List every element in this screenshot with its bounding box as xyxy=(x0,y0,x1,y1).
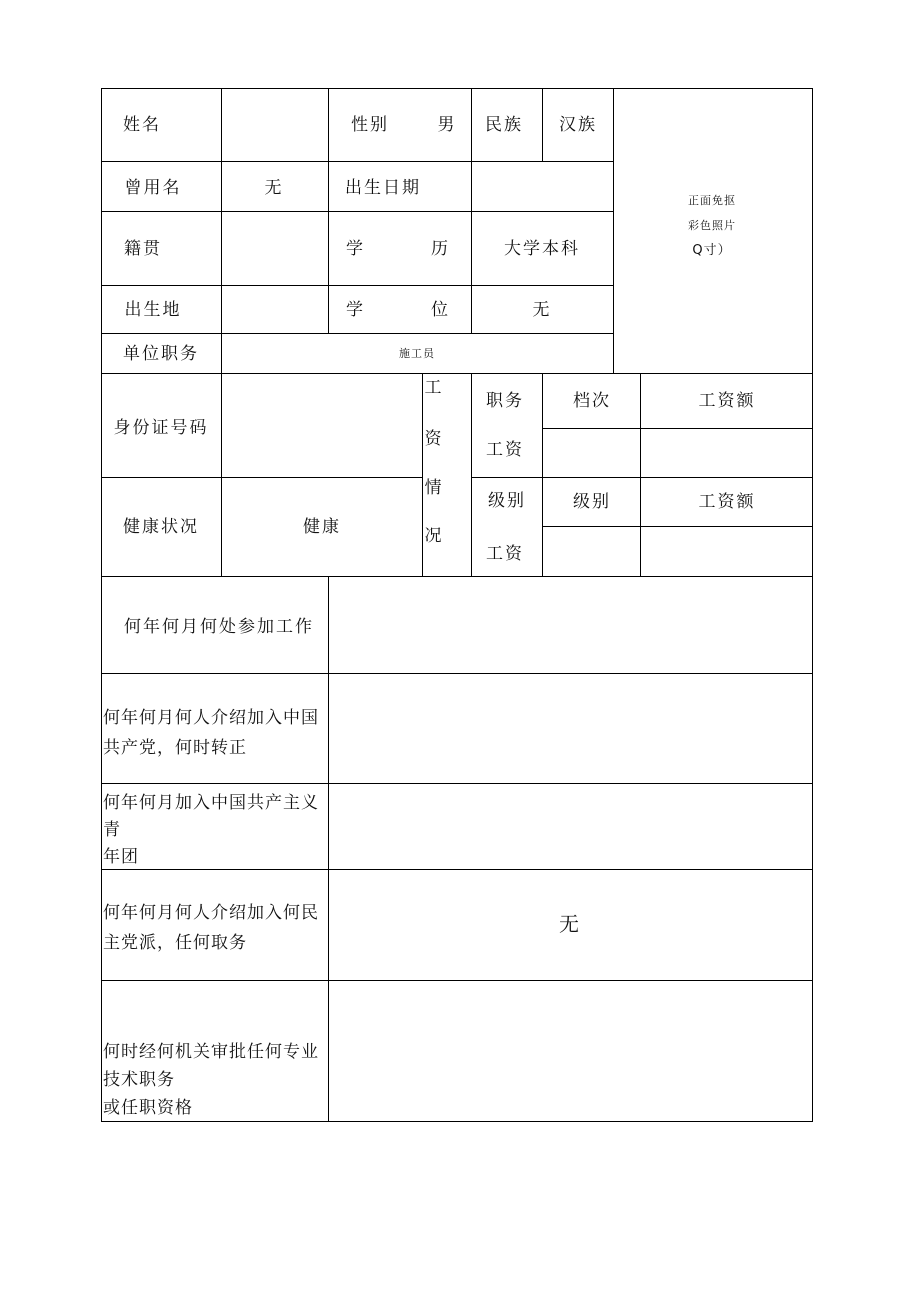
former-name-field[interactable]: 无 xyxy=(264,178,284,198)
history-field-work-start[interactable] xyxy=(329,577,812,673)
history-label-league-join: 何年何月加入中国共产主义青 年团 xyxy=(103,793,319,867)
name-label: 姓名 xyxy=(123,115,161,135)
col-divider xyxy=(471,88,472,334)
history-field-league-join[interactable] xyxy=(329,784,812,869)
salary-section-char: 工 xyxy=(424,378,444,398)
history-field-professional-title[interactable] xyxy=(329,981,812,1121)
salary-section-char: 情 xyxy=(424,478,444,498)
history-field-democratic-party[interactable]: 无 xyxy=(559,912,581,936)
birthplace-label: 出生地 xyxy=(124,300,182,320)
gender-label: 性别 xyxy=(351,115,389,135)
native-place-label: 籍贯 xyxy=(124,239,162,259)
level-amount-field[interactable] xyxy=(641,527,812,576)
salary-section-char: 况 xyxy=(424,526,444,546)
history-label-democratic-party: 何年何月何人介绍加入何民主党派，任何取务 xyxy=(103,903,319,953)
duty-salary-label-line2: 工资 xyxy=(486,440,524,460)
photo-note-line3: Q寸） xyxy=(692,243,732,258)
degree-field[interactable]: 无 xyxy=(532,300,552,320)
ethnicity-field[interactable]: 汉族 xyxy=(559,115,597,135)
table-border-right xyxy=(812,88,813,1122)
level-grade-header: 级别 xyxy=(573,492,611,512)
degree-label-part1: 学 xyxy=(346,300,365,320)
education-field[interactable]: 大学本科 xyxy=(504,239,580,259)
row-divider xyxy=(101,477,423,478)
photo-note-line2: 彩色照片 xyxy=(688,219,736,232)
duty-grade-header: 档次 xyxy=(573,391,611,411)
history-label-work-start: 何年何月何处参加工作 xyxy=(124,617,314,637)
health-field[interactable]: 健康 xyxy=(303,517,341,537)
col-divider xyxy=(471,373,472,577)
col-divider xyxy=(542,88,543,162)
ethnicity-label: 民族 xyxy=(485,115,523,135)
row-divider xyxy=(101,211,614,212)
birth-date-label: 出生日期 xyxy=(345,178,421,198)
unit-position-label: 单位职务 xyxy=(123,344,199,364)
duty-grade-field[interactable] xyxy=(543,429,640,477)
level-salary-label-line2: 工资 xyxy=(486,544,524,564)
health-label: 健康状况 xyxy=(123,517,199,537)
level-amount-header: 工资额 xyxy=(698,492,756,512)
row-divider xyxy=(471,477,813,478)
salary-section-char: 资 xyxy=(424,429,444,449)
id-number-field[interactable] xyxy=(222,374,422,477)
former-name-label: 曾用名 xyxy=(124,178,182,198)
history-label-party-join: 何年何月何人介绍加入中国共产党，何时转正 xyxy=(103,708,319,758)
duty-salary-label-line1: 职务 xyxy=(486,391,524,411)
col-divider xyxy=(422,373,423,577)
unit-position-field[interactable]: 施工员 xyxy=(399,347,435,360)
col-divider xyxy=(221,88,222,374)
history-field-party-join[interactable] xyxy=(329,674,812,783)
col-divider xyxy=(328,88,329,334)
degree-label-part2: 位 xyxy=(431,300,450,320)
row-divider xyxy=(101,285,614,286)
photo-note-line1: 正面免抠 xyxy=(688,194,736,207)
level-salary-label-line1: 级别 xyxy=(488,491,526,511)
row-divider xyxy=(101,333,614,334)
table-border-left xyxy=(101,88,102,1122)
gender-field[interactable]: 男 xyxy=(437,115,457,135)
id-number-label: 身份证号码 xyxy=(113,418,209,438)
education-label-part2: 历 xyxy=(431,239,450,259)
level-grade-field[interactable] xyxy=(543,527,640,576)
history-label-professional-title: 何时经何机关审批任何专业技术职务 或任职资格 xyxy=(103,1042,319,1118)
duty-amount-field[interactable] xyxy=(641,429,812,477)
education-label-part1: 学 xyxy=(346,239,365,259)
duty-amount-header: 工资额 xyxy=(698,391,756,411)
row-divider xyxy=(101,373,813,374)
row-divider xyxy=(101,161,614,162)
